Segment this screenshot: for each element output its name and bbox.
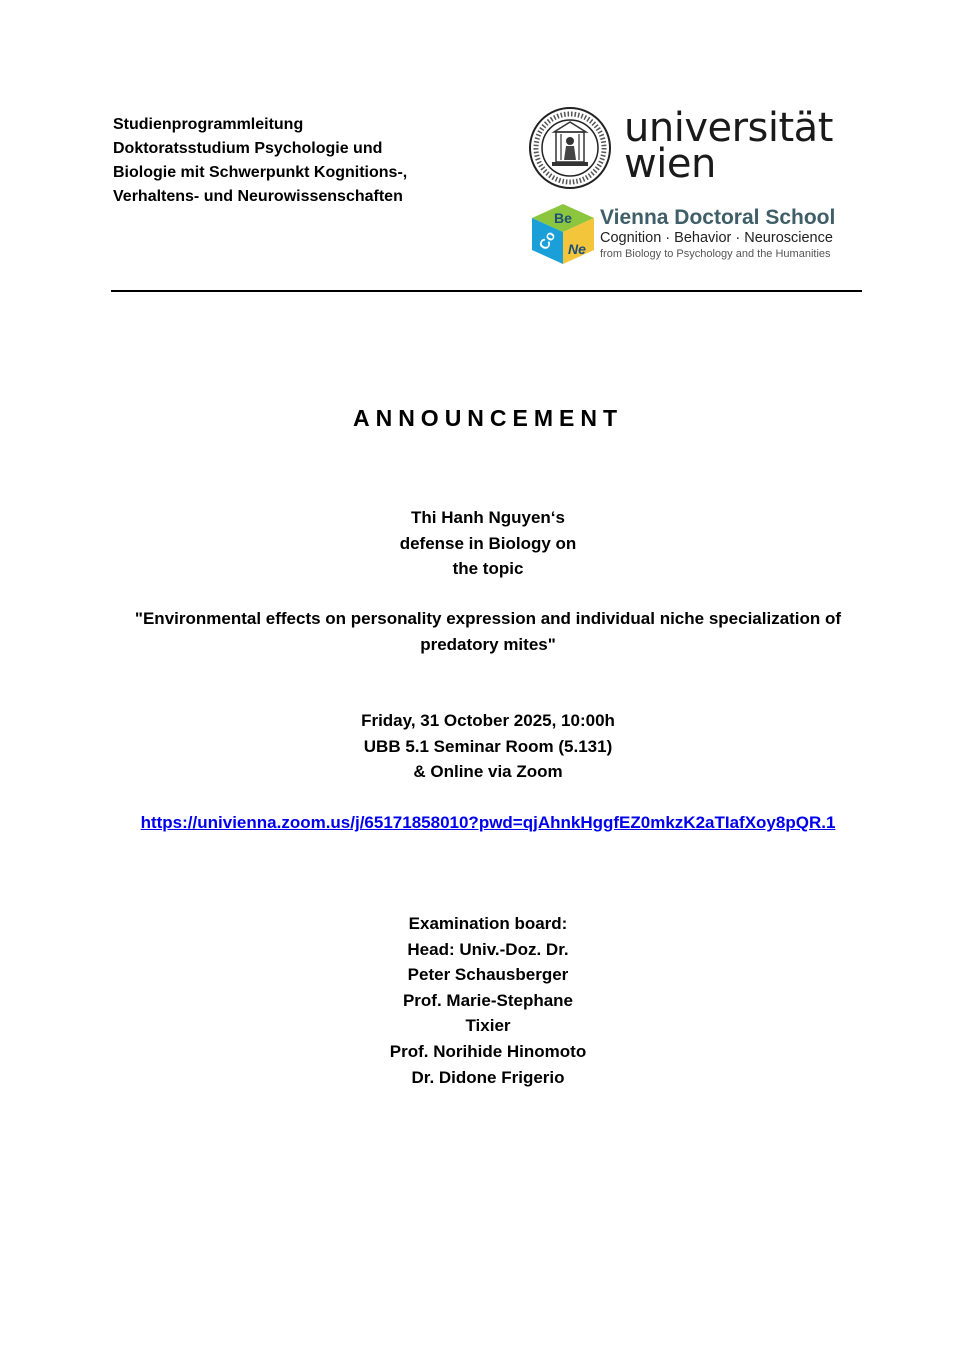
zoom-link[interactable]: https://univienna.zoom.us/j/65171858010?pwd=qjAhnkHggfEZ0mkzK2aTIafXoy8pQR.1 [140,813,836,832]
vds-tagline: from Biology to Psychology and the Humanities [600,248,831,260]
candidate-line-2: defense in Biology on [399,533,577,553]
university-wordmark-line2: wien [624,141,716,187]
board-line-2: Head: Univ.-Doz. Dr. [407,939,569,959]
header-divider [111,290,862,292]
date-line: Friday, 31 October 2025, 10:00h [361,711,615,730]
board-line-3: Peter Schausberger [407,965,569,985]
candidate-block [100,505,876,582]
university-seal-icon [528,106,612,190]
program-leadership-block [113,113,443,209]
board-line-4: Prof. Marie-Stephane [402,990,574,1010]
program-line-3: Biologie mit Schwerpunkt Kognitions-, [113,164,408,181]
university-wordmark-line1: universität [624,105,833,151]
online-line: & Online via Zoom [413,762,563,782]
vds-text-block [600,206,835,261]
vds-subtitle: Cognition · Behavior · Neuroscience [600,230,833,246]
vienna-doctoral-school-logo [530,202,850,268]
candidate-line-1: Thi Hanh Nguyen‘s [411,508,565,527]
program-line-2: Doktoratsstudium Psychologie und [113,140,383,157]
date-location-block [100,708,876,785]
candidate-line-3: the topic [452,559,524,579]
cube-letters-co: Co [535,228,559,253]
room-line: UBB 5.1 Seminar Room (5.131) [363,736,613,756]
program-line-4: Verhaltens- und Neurowissenschaften [113,188,403,205]
university-vienna-logo [528,106,848,192]
thesis-title-line-2: predatory mites" [420,634,556,654]
vds-name: Vienna Doctoral School [600,206,836,229]
cobene-cube-icon [530,202,596,266]
board-heading: Examination board: [408,914,568,933]
zoom-link-block [100,810,876,836]
announcement-heading: ANNOUNCEMENT [352,405,624,431]
board-line-6: Prof. Norihide Hinomoto [389,1041,587,1061]
board-line-7: Dr. Didone Frigerio [411,1067,565,1087]
thesis-title-block [100,606,876,657]
cube-letters-be: Be [554,210,572,226]
board-line-5: Tixier [465,1016,511,1036]
thesis-title-line-1: "Environmental effects on personality expression and individual niche specialization of [134,609,842,628]
program-line-1: Studienprogrammleitung [113,116,304,133]
examination-board-block [100,911,876,1090]
university-wordmark [624,105,833,187]
cube-letters-ne: Ne [568,241,586,257]
